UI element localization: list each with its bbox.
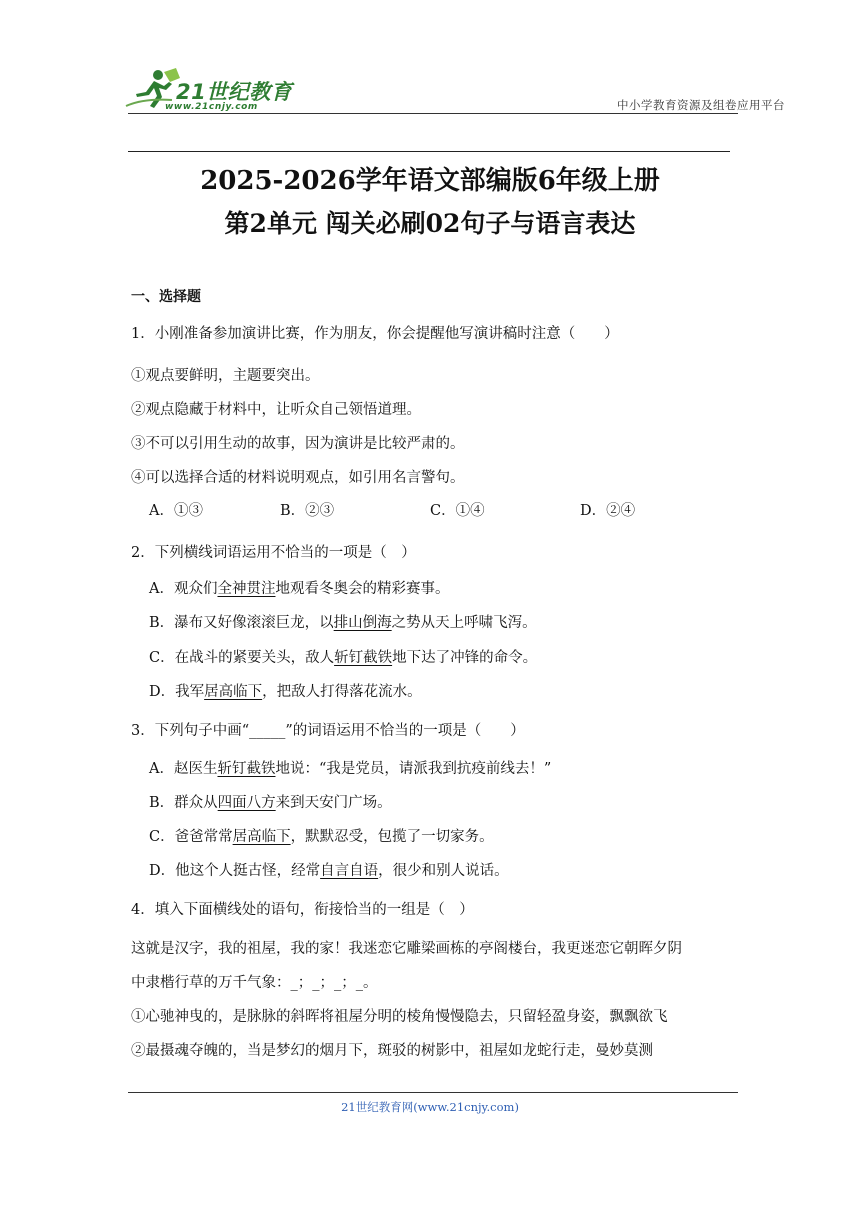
underlined-phrase: 排山倒海 (333, 615, 392, 631)
underlined-phrase: 居高临下 (232, 829, 291, 845)
platform-label: 中小学教育资源及组卷应用平台 (617, 98, 785, 112)
option-text: ，默默忍受，包揽了一切家务。 (290, 829, 494, 845)
question-4-stem: 4．填入下面横线处的语句，衔接恰当的一组是（ ） (131, 902, 474, 918)
question-1-options (0, 499, 860, 519)
section-heading: 一、选择题 (131, 289, 201, 305)
option-d[interactable]: D．②④ (580, 503, 636, 519)
option-text: B．瀑布又好像滚滚巨龙，以 (149, 615, 334, 631)
title-divider (128, 151, 730, 152)
option-text: B．群众从 (149, 795, 218, 811)
document-title: 2025-2026学年语文部编版6年级上册 (200, 166, 660, 196)
question-4-item-2: ②最摄魂夺魄的，当是梦幻的烟月下，斑驳的树影中，祖屋如龙蛇行走，曼妙莫测 (131, 1043, 653, 1059)
question-1-stem: 1．小刚准备参加演讲比赛，作为朋友，你会提醒他写演讲稿时注意（ ） (131, 326, 619, 342)
option-text: 之势从天上呼啸飞泻。 (391, 615, 537, 631)
document-subtitle: 第2单元 闯关必刷02句子与语言表达 (224, 209, 636, 238)
option-c[interactable]: C．①④ (430, 503, 485, 519)
option-a[interactable]: A．①③ (149, 503, 203, 519)
option-b[interactable]: B．②③ (280, 503, 335, 519)
question-2-option-a[interactable] (149, 577, 449, 598)
question-1-item-1: ①观点要鲜明，主题要突出。 (131, 368, 320, 384)
option-text: A．观众们 (149, 581, 218, 597)
header-divider (128, 113, 738, 114)
footer-divider (128, 1092, 738, 1093)
option-text: C．在战斗的紧要关头，敌人 (149, 650, 335, 666)
underlined-phrase: 斩钉截铁 (217, 761, 276, 777)
underlined-phrase: 自言自语 (320, 863, 379, 879)
question-1-item-3: ③不可以引用生动的故事，因为演讲是比较严肃的。 (131, 436, 465, 452)
option-text: A．赵医生 (149, 761, 218, 777)
question-2-option-b[interactable] (149, 611, 537, 632)
logo-url: www.21cnjy.com (165, 102, 258, 112)
option-text: 来到天安门广场。 (275, 795, 392, 811)
underlined-phrase: 四面八方 (217, 795, 276, 811)
footer-link[interactable]: 21世纪教育网(www.21cnjy.com) (341, 1100, 519, 1114)
stem-text: 3．下列句子中画“ (131, 723, 250, 739)
option-text: C．爸爸常常 (149, 829, 233, 845)
blank-marker: _____ (249, 723, 286, 739)
question-3-stem (131, 719, 525, 740)
question-2-option-d[interactable] (149, 680, 422, 701)
question-3-option-b[interactable] (149, 791, 392, 812)
question-2-option-c[interactable] (149, 646, 537, 667)
question-4-item-1: ①心驰神曳的，是脉脉的斜晖将祖屋分明的棱角慢慢隐去，只留轻盈身姿，飘飘欲飞 (131, 1009, 668, 1025)
question-3-option-c[interactable] (149, 825, 494, 846)
option-text: D．我军 (149, 684, 205, 700)
underlined-phrase: 居高临下 (204, 684, 263, 700)
question-1-item-2: ②观点隐藏于材料中，让听众自己领悟道理。 (131, 402, 421, 418)
option-text: 地观看冬奥会的精彩赛事。 (275, 581, 450, 597)
option-text: D．他这个人挺古怪，经常 (149, 863, 321, 879)
stem-text: ”的词语运用不恰当的一项是（ ） (285, 723, 525, 739)
option-text: 地下达了冲锋的命令。 (392, 650, 538, 666)
question-1-item-4: ④可以选择合适的材料说明观点，如引用名言警句。 (131, 470, 465, 486)
option-text: 地说：“我是党员，请派我到抗疫前线去！” (275, 761, 552, 777)
question-4-passage-line-2: 中隶楷行草的万千气象：_；_；_；_。 (131, 975, 378, 991)
option-text: ，把敌人打得落花流水。 (262, 684, 422, 700)
question-2-stem: 2．下列横线词语运用不恰当的一项是（ ） (131, 545, 416, 561)
question-3-option-a[interactable] (149, 757, 551, 778)
underlined-phrase: 斩钉截铁 (334, 650, 393, 666)
logo-text: 21世纪教育 (176, 80, 293, 104)
option-text: ，很少和别人说话。 (378, 863, 509, 879)
question-4-passage-line-1: 这就是汉字，我的祖屋，我的家！我迷恋它雕梁画栋的亭阁楼台，我更迷恋它朝晖夕阴 (131, 941, 682, 957)
question-3-option-d[interactable] (149, 859, 509, 880)
underlined-phrase: 全神贯注 (217, 581, 276, 597)
